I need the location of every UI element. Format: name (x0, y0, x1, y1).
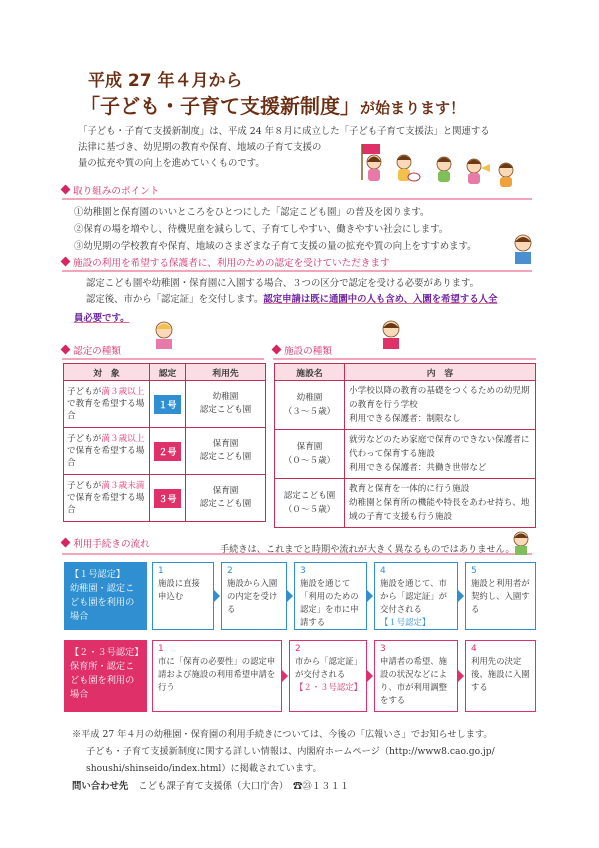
table-header-row (275, 364, 536, 381)
target-post: で教育を希望する場合 (67, 399, 145, 421)
flow-arrow-icon (282, 670, 288, 682)
step-emphasis: 【１号認定】 (380, 617, 431, 627)
table-row (275, 381, 536, 430)
flow2-step-1 (152, 640, 282, 712)
facility-age: （０～５歳） (283, 505, 336, 515)
step-emphasis: 【２・３号認定】 (295, 682, 362, 692)
step-text: 施設を通じて「利用のための認定」を市に申請する (300, 578, 359, 627)
facility-name: 認定こども園 (199, 452, 252, 462)
column-header: 認定 (150, 364, 186, 381)
facility-desc-cell (345, 479, 536, 528)
facility-name: 保育園 (212, 486, 239, 496)
cert-types-heading-label: 認定の種類 (73, 346, 121, 357)
cert-badge: ２号 (154, 442, 180, 461)
target-age: 満３歳未満 (101, 481, 145, 491)
footnote (72, 726, 495, 777)
inquiry (72, 778, 349, 792)
facility-cell (186, 475, 266, 522)
table-row (275, 430, 536, 479)
diamond-icon (272, 345, 282, 355)
facility-name-cell (275, 381, 345, 430)
facility-users: 利用できる保護者：制限なし (349, 414, 461, 424)
intro-line: 量の拡充や質の向上を進めていくものです。 (78, 158, 265, 169)
step-text: 施設と利用者が契約し、入園する (471, 578, 530, 614)
step-number: 1 (158, 566, 164, 576)
certification-plain: 認定後、市から「認定証」を交付します。 (86, 294, 264, 305)
step-text: 申請者の希望、施設の状況などにより、市が利用調整をする (380, 656, 447, 705)
point-item: ③幼児期の学校教育や保育、地域のさまざまな子育て支援の量の拡充や質の向上をすすめます。 (74, 241, 477, 252)
certification-highlight: 認定申請は既に通園中の人も含め、入園を希望する人全 (263, 294, 498, 305)
step-number: 4 (471, 644, 477, 654)
inquiry-text: こども課子育て支援係（大口庁舎） ☎㉓１３１１ (138, 781, 350, 792)
title-main: 「子ども・子育て支援新制度」 (80, 94, 360, 118)
cert-badge: ３号 (154, 489, 180, 508)
points-heading (62, 186, 532, 200)
step-number: 3 (380, 644, 386, 654)
facility-desc: 就労などのため家庭で保育のできない保護者に代わって保育する施設 (349, 435, 530, 459)
procedure-heading (62, 539, 212, 553)
step-number: 2 (227, 566, 233, 576)
facility-types-table (274, 363, 536, 528)
point-item: ①幼稚園と保育園のいいところをひとつにした「認定こども園」の普及を図ります。 (74, 207, 430, 218)
step-number: 2 (295, 644, 301, 654)
facility-name: 保育園 (296, 442, 323, 452)
facility-name: 幼稚園 (296, 393, 323, 403)
target-post: で保育を希望する場合 (67, 493, 145, 515)
table-header-row (64, 364, 266, 381)
flow-arrow-icon (367, 590, 373, 602)
cert-cell (150, 428, 186, 475)
flow2-step-3 (374, 640, 458, 712)
intro-line: 「子ども・子育て支援新制度」は、平成 24 年８月に成立した「子ども子育て支援法」と関連する (78, 126, 490, 137)
step-number: 3 (300, 566, 306, 576)
facility-cell (186, 428, 266, 475)
step-text: 市から「認定証」が交付される (295, 656, 358, 679)
flow1-step-5 (465, 562, 536, 630)
page-subtitle: 平成 27 年４月から (88, 71, 243, 91)
target-pre: 子どもが (67, 481, 102, 491)
facility-types-heading-label: 施設の種類 (284, 346, 332, 357)
children-parade-illustration (352, 140, 522, 192)
facility-age: （０～５歳） (283, 456, 336, 466)
child-with-drum-icon (397, 155, 420, 181)
certification-heading (62, 258, 532, 272)
intro-line: 法律に基づき、幼児期の教育や保育、地域の子育て支援の (78, 142, 322, 153)
target-post: で保育を希望する場合 (67, 446, 145, 468)
step-text: 施設に直接申込む (158, 578, 200, 601)
column-header: 施設名 (275, 364, 345, 381)
cert-cell (150, 381, 186, 428)
step-text: 市に「保育の必要性」の認定申請および施設の利用希望申請を行う (158, 656, 276, 692)
target-age: 満３歳以上 (101, 387, 145, 397)
flow1-step-3 (294, 562, 367, 630)
facility-name: 保育園 (212, 439, 239, 449)
procedure-heading-label: 利用手続きの流れ (73, 539, 150, 550)
step-number: 5 (471, 566, 477, 576)
cert-cell (150, 475, 186, 522)
diamond-icon (61, 538, 71, 548)
column-header: 対 象 (64, 364, 150, 381)
flow2-step-4 (465, 640, 536, 712)
certification-heading-label: 施設の利用を希望する保護者に、利用のための認定を受けていただきます (73, 258, 390, 269)
facility-users: 幼稚園と保育所の機能や特長をあわせ持ち、地域の子育て支援も行う施設 (349, 498, 530, 522)
column-header: 利用先 (186, 364, 266, 381)
facility-desc: 小学校以降の教育の基礎をつくるための幼児期の教育を行う学校 (349, 386, 530, 410)
target-pre: 子どもが (67, 387, 102, 397)
inquiry-label: 問い合わせ先 (72, 781, 129, 792)
target-pre: 子どもが (67, 434, 102, 444)
child-sitting-icon (499, 163, 513, 187)
flow1-label-title: 【１号認定】 (70, 569, 126, 580)
cert-badge: １号 (154, 395, 180, 414)
target-cell (64, 475, 150, 522)
target-cell (64, 381, 150, 428)
table-row (64, 428, 266, 475)
child-running-illustration (508, 530, 534, 556)
flow2-label (64, 640, 147, 712)
facility-cell (186, 381, 266, 428)
flow1-step-1 (152, 562, 214, 630)
title-suffix: が始まります！ (360, 99, 466, 117)
facility-users: 利用できる保護者：共働き世帯など (349, 463, 487, 473)
flow-arrow-icon (214, 590, 220, 602)
facility-name: 認定こども園 (199, 405, 252, 415)
step-number: 1 (158, 644, 164, 654)
cert-types-heading (62, 346, 264, 360)
diamond-icon (61, 345, 71, 355)
step-text: 利用先の決定後、施設に入園する (471, 656, 530, 692)
step-number: 4 (380, 566, 386, 576)
flow1-step-4 (374, 562, 458, 630)
facility-desc-cell (345, 381, 536, 430)
facility-name-cell (275, 430, 345, 479)
child-with-trumpet-icon (467, 159, 490, 184)
flow2-step-2 (289, 640, 367, 712)
point-item: ②保育の場を増やし、待機児童を減らして、子育てしやすい、働きやすい社会にします。 (74, 224, 449, 235)
facility-name: 認定こども園 (283, 491, 336, 501)
footnote-line: 子ども・子育て支援新制度に関する詳しい情報は、内閣府ホームページ（http://www8.cao.go.jp/ (86, 746, 495, 757)
column-header: 内 容 (345, 364, 536, 381)
step-text: 施設を通じて、市から「認定証」が交付される (380, 578, 447, 614)
flow1-label-desc: 幼稚園・認定こども園を利用の場合 (70, 583, 135, 622)
facility-desc-cell (345, 430, 536, 479)
certification-text (86, 276, 556, 308)
footnote-line: ※平成 27 年４月の幼稚園・保育園の利用手続きについては、今後の「広報いさ」でお知らせします。 (72, 729, 493, 740)
points-heading-label: 取り組みのポイント (73, 186, 160, 197)
cert-types-table (63, 363, 266, 522)
diamond-icon (61, 257, 71, 267)
flow2-label-desc: 保育所・認定こども園を利用の場合 (70, 661, 135, 700)
flow1-label (64, 562, 147, 630)
certification-line: 認定こども園や幼稚園・保育園に入園する場合、３つの区分で認定を受ける必要があります。 (86, 278, 480, 289)
facility-name: 認定こども園 (199, 499, 252, 509)
table-row (64, 475, 266, 522)
step-text: 施設から入園の内定を受ける (227, 578, 278, 614)
facility-name-cell (275, 479, 345, 528)
target-age: 満３歳以上 (101, 434, 145, 444)
child-walking-icon (437, 157, 451, 182)
certification-highlight-2: 員必要です。 (74, 313, 130, 324)
facility-types-heading (273, 346, 536, 360)
flow-arrow-icon (367, 670, 373, 682)
flow-arrow-icon (287, 590, 293, 602)
footnote-line: shoushi/shinseido/index.html）に掲載されています。 (86, 763, 322, 774)
table-row (275, 479, 536, 528)
facility-desc: 教育と保育を一体的に行う施設 (349, 484, 470, 494)
procedure-note: 手続きは、これまでと時期や流れが大きく異なるものではありません。 (220, 544, 515, 555)
child-with-flag-icon (362, 144, 381, 181)
target-cell (64, 428, 150, 475)
flow2-label-title: 【２・３号認定】 (70, 647, 144, 658)
facility-age: （３～５歳） (283, 407, 336, 417)
page-title (80, 90, 465, 119)
flow-arrow-icon (458, 590, 464, 602)
table-row (64, 381, 266, 428)
facility-name: 幼稚園 (212, 392, 239, 402)
diamond-icon (61, 185, 71, 195)
certification-line-3 (74, 310, 130, 324)
flow-arrow-icon (458, 670, 464, 682)
certification-line (86, 292, 556, 308)
flow1-step-2 (221, 562, 287, 630)
points-list (74, 204, 476, 255)
